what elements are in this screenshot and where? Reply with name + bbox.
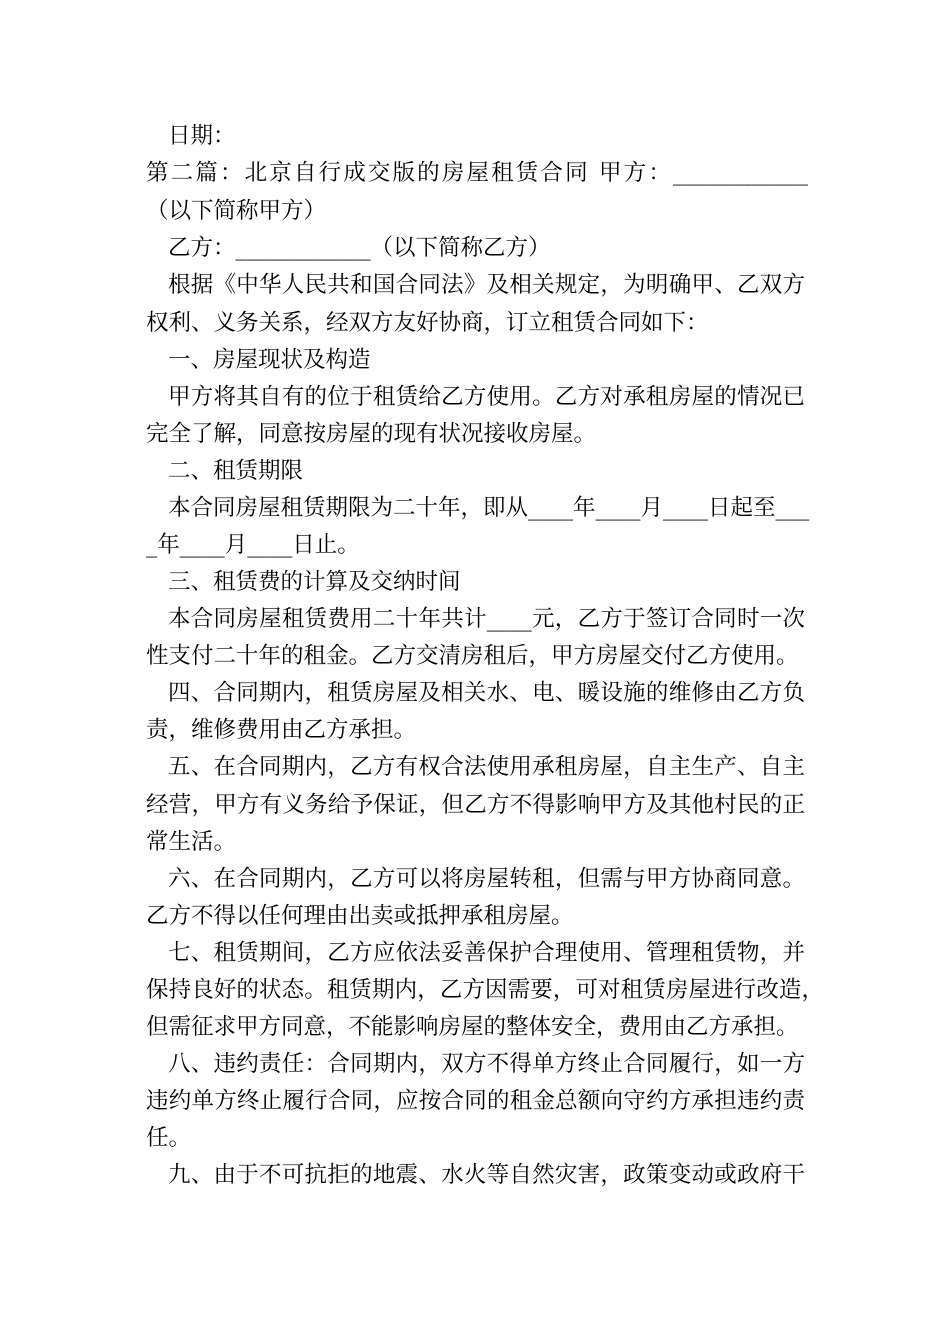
clause-5-line-2: 经营，甲方有义务给予保证，但乙方不得影响甲方及其他村民的正 [146, 792, 805, 818]
clause-4-line-2: 责，维修费用由乙方承担。 [146, 717, 417, 743]
section-2-heading: 二、租赁期限 [168, 458, 304, 484]
section-3-line-2: 性支付二十年的租金。乙方交清房租后，甲方房屋交付乙方使用。 [146, 643, 799, 669]
chapter-title-line: 第二篇：北京自行成交版的房屋租赁合同 甲方：____________ [146, 160, 808, 186]
section-3-line-1: 本合同房屋租赁费用二十年共计____元，乙方于签订合同时一次 [168, 606, 805, 632]
preamble-line-1: 根据《中华人民共和国合同法》及相关规定，为明确甲、乙双方 [168, 272, 805, 298]
preamble-line-2: 权利、义务关系，经双方友好协商，订立租赁合同如下： [146, 310, 709, 336]
clause-4-line-1: 四、合同期内，租赁房屋及相关水、电、暖设施的维修由乙方负 [168, 680, 805, 706]
clause-6-line-1: 六、在合同期内，乙方可以将房屋转租，但需与甲方协商同意。 [168, 866, 805, 892]
clause-7-line-2: 保持良好的状态。租赁期内，乙方因需要，可对租赁房屋进行改造， [146, 977, 824, 1003]
clause-8-line-3: 任。 [146, 1125, 192, 1151]
section-1-line-1: 甲方将其自有的位于租赁给乙方使用。乙方对承租房屋的情况已 [168, 384, 805, 410]
date-label: 日期： [168, 123, 236, 149]
section-2-line-1: 本合同房屋租赁期限为二十年，即从____年____月____日起至___ [168, 495, 810, 521]
clause-7-line-3: 但需征求甲方同意，不能影响房屋的整体安全，费用由乙方承担。 [146, 1014, 799, 1040]
clause-7-line-1: 七、租赁期间，乙方应依法妥善保护合理使用、管理租赁物，并 [168, 940, 805, 966]
clause-6-line-2: 乙方不得以任何理由出卖或抵押承租房屋。 [146, 903, 574, 929]
section-1-line-2: 完全了解，同意按房屋的现有状况接收房屋。 [146, 421, 597, 447]
section-2-line-2: _年____月____日止。 [146, 532, 360, 558]
clause-8-line-2: 违约单方终止履行合同，应按合同的租金总额向守约方承担违约责 [146, 1088, 805, 1114]
clause-5-line-3: 常生活。 [146, 829, 237, 855]
clause-9-line-1: 九、由于不可抗拒的地震、水火等自然灾害，政策变动或政府干 [168, 1162, 805, 1188]
clause-8-line-1: 八、违约责任：合同期内，双方不得单方终止合同履行，如一方 [168, 1051, 805, 1077]
section-3-heading: 三、租赁费的计算及交纳时间 [168, 569, 461, 595]
clause-5-line-1: 五、在合同期内，乙方有权合法使用承租房屋，自主生产、自主 [168, 754, 805, 780]
party-a-note: （以下简称甲方） [146, 198, 327, 224]
section-1-heading: 一、房屋现状及构造 [168, 347, 371, 373]
party-b-line: 乙方：____________（以下简称乙方） [168, 235, 551, 261]
